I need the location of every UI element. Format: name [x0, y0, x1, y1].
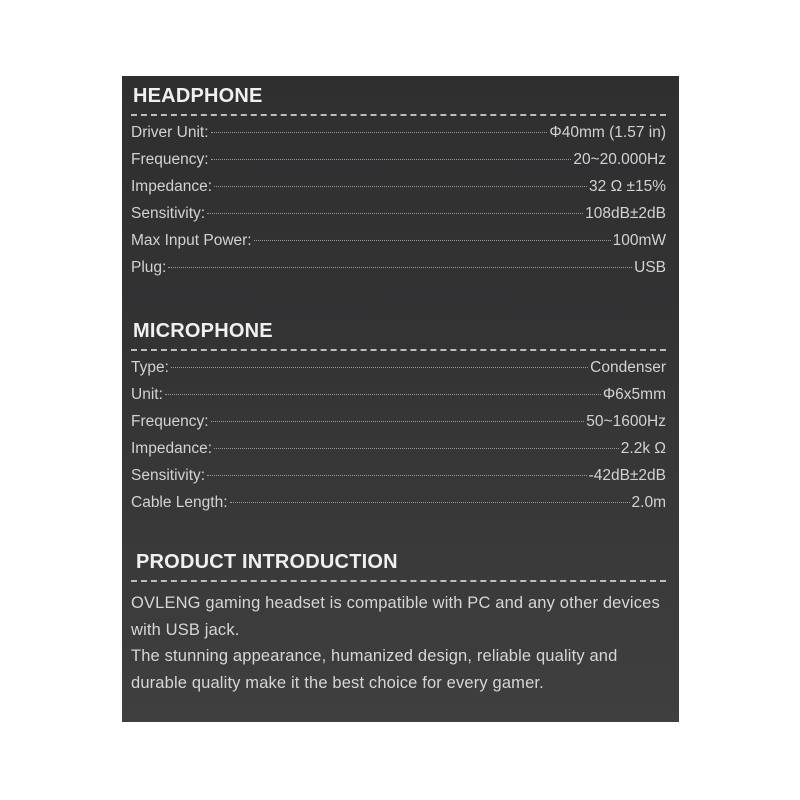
spec-label: Driver Unit: [131, 124, 209, 141]
spec-value: 50~1600Hz [586, 413, 666, 430]
spec-row-sensitivity [131, 467, 666, 494]
spec-row-frequency [131, 413, 666, 440]
spec-label: Frequency: [131, 151, 209, 168]
microphone-title: MICROPHONE [133, 320, 273, 342]
spec-label: Plug: [131, 259, 167, 276]
dot-leader [211, 421, 585, 422]
spec-label: Sensitivity: [131, 205, 206, 222]
spec-value: USB [634, 259, 666, 276]
spec-value: 108dB±2dB [585, 205, 666, 222]
spec-value: 32 Ω ±15% [589, 178, 666, 195]
spec-label: Max Input Power: [131, 232, 252, 249]
spec-row-plug [131, 259, 666, 286]
spec-value: -42dB±2dB [588, 467, 666, 484]
spec-row-impedance [131, 178, 666, 205]
spec-value: 20~20.000Hz [573, 151, 666, 168]
dot-leader [165, 394, 601, 395]
intro-section [131, 550, 666, 696]
spec-label: Frequency: [131, 413, 209, 430]
spec-label: Impedance: [131, 178, 212, 195]
spec-label: Type: [131, 359, 169, 376]
dot-leader [171, 367, 588, 368]
spec-label: Cable Length: [131, 494, 228, 511]
spec-value: 2.0m [631, 494, 666, 511]
spec-row-sensitivity [131, 205, 666, 232]
dot-leader [211, 159, 572, 160]
headphone-spec-list [131, 124, 666, 286]
intro-paragraph-2: The stunning appearance, humanized design, reliable quality and durable quality make it the best choice for every gamer. [131, 647, 618, 692]
spec-row-type [131, 359, 666, 386]
dot-leader [211, 132, 548, 133]
spec-row-unit [131, 386, 666, 413]
dot-leader [230, 502, 630, 503]
intro-title: PRODUCT INTRODUCTION [136, 551, 398, 573]
dot-leader [207, 475, 586, 476]
spec-value: 2.2k Ω [620, 440, 666, 457]
dot-leader [214, 186, 587, 187]
spec-label: Impedance: [131, 440, 212, 457]
intro-paragraph-1: OVLENG gaming headset is compatible with PC and any other devices with USB jack. [131, 594, 660, 639]
microphone-spec-list [131, 359, 666, 521]
microphone-divider [131, 349, 666, 351]
headphone-divider [131, 114, 666, 116]
spec-row-max-input-power [131, 232, 666, 259]
spec-row-driver-unit [131, 124, 666, 151]
spec-panel [122, 76, 679, 722]
dot-leader [214, 448, 619, 449]
intro-body [131, 590, 666, 696]
spec-value: Condenser [590, 359, 666, 376]
spec-value: Φ6x5mm [602, 386, 666, 403]
dot-leader [254, 240, 611, 241]
headphone-section [131, 84, 666, 286]
microphone-section [131, 319, 666, 521]
spec-row-frequency [131, 151, 666, 178]
dot-leader [207, 213, 583, 214]
spec-label: Unit: [131, 386, 163, 403]
spec-row-cable-length [131, 494, 666, 521]
spec-row-impedance [131, 440, 666, 467]
intro-divider [131, 580, 666, 582]
spec-label: Sensitivity: [131, 467, 206, 484]
spec-value: Φ40mm (1.57 in) [549, 124, 666, 141]
headphone-title: HEADPHONE [133, 85, 263, 107]
spec-value: 100mW [612, 232, 666, 249]
dot-leader [168, 267, 632, 268]
